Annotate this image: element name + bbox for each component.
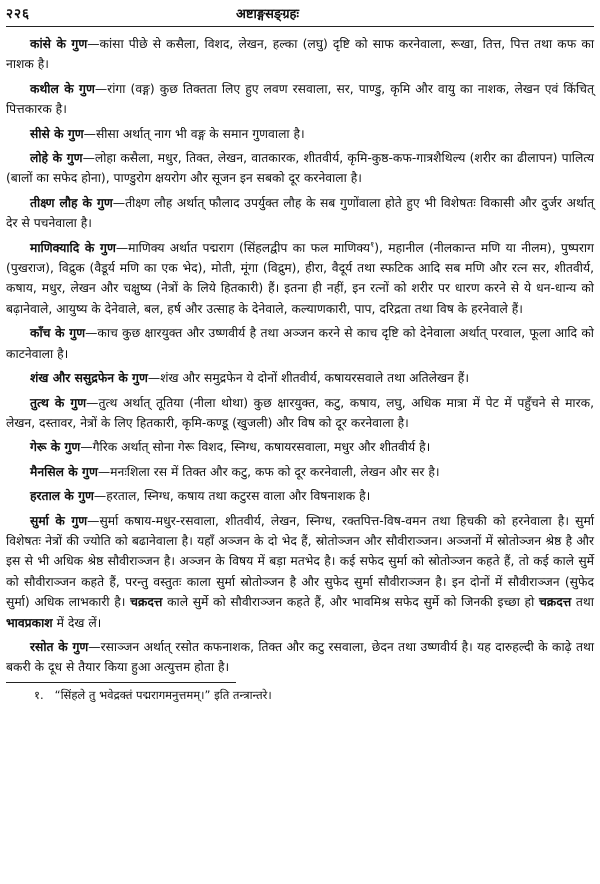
paragraph-text-cont: ), महानील (नीलकान्त मणि या नीलम), पुष्पराग (पुखराज), विद्रुक (वैडूर्य मणि का एक भेद), मोती, मूंगा (विद्रुम), हीरा, वैदूर्य तथा स्फटिक आदि सब मणि और रत्न सर, शीतवीर्य, कषाय, मधुर, लेखन और चक्षुष्य (नेत्रों के लिये हितकारी) हैं। इतना ही नहीं, इन रत्नों को शरीर पर धारण करने से ये धन-धान्य को बढ़ानेवाले, आयुष्य के देनेवाले, बल, हर्ष और उत्साह के देनेवाले, कल्याणकारी, पाप, दरिद्रता तथा विष के हरनेवाले हैं। — [6, 240, 594, 316]
paragraph-heading: तीक्ष्ण लौह के गुण — [30, 195, 113, 210]
paragraph-text-cont: में देख लें। — [56, 615, 102, 630]
paragraph-heading: काँच के गुण — [30, 326, 86, 341]
paragraph-geru — [6, 437, 594, 457]
paragraph-kanch — [6, 323, 594, 364]
paragraph-text: —काच कुछ क्षारयुक्त और उष्णवीर्य है तथा अञ्जन करने से काच दृष्टि को देनेवाला अर्थात् परवाल, फूला आदि को काटनेवाला है। — [6, 326, 594, 361]
paragraph-text: —तीक्ष्ण लौह अर्थात् फौलाद उपर्युक्त लौह के सब गुणोंवाला होते हुए भी विशेषतः विकासी और दुर्जर अर्थात् देर से पचनेवाला है। — [6, 195, 594, 231]
paragraph-kathil — [6, 79, 594, 120]
paragraph-heading: सीसे के गुण — [30, 126, 84, 141]
paragraph-hartal — [6, 486, 594, 506]
paragraph-text: —शंख और समुद्रफेन ये दोनों शीतवीर्य, कषायरसवाले तथा अतिलेखन हैं। — [147, 371, 469, 386]
reference-bhavaprakash: भावप्रकाश — [6, 615, 53, 630]
paragraph-text: —कांसा पीछे से कसैला, विशद, लेखन, हल्का (लघु) दृष्टि को साफ करनेवाला, रूखा, तित्त, पित्त तथा कफ का नाशक है। — [6, 37, 595, 72]
footnote-number: १. — [34, 687, 44, 702]
paragraph-text: —लोहा कसैला, मधुर, तिक्त, लेखन, वातकारक, शीतवीर्य, कृमि-कुष्ठ-कफ-गात्रशैथिल्य (शरीर का ढीलापन) पालित्य (बालों का सफेद होना), पाण्डुरोग क्षयरोग और सूजन इन सबको दूर करनेवाला है। — [6, 151, 595, 186]
paragraph-manikya — [6, 238, 594, 320]
header-divider — [6, 26, 594, 27]
paragraph-text: —सुर्मा कषाय-मधुर-रसवाला, शीतवीर्य, लेखन, स्निग्ध, रक्तपित्त-विष-वमन तथा हिचकी को हरनेवाला है। सुर्मा विशेषतः नेत्रों की ज्योति को बढानेवाला है। यहाँ अञ्जन के दो भेद हैं, स्रोतोञ्जन और सौवीराञ्जन। अञ्जनों में स्रोतोञ्जन श्रेष्ठ है और इस से भी अधिक श्रेष्ठ सौवीराञ्जन है। अञ्जन के विषय में बड़ा मतभेद है। कई सफेद सुर्मा को स्रोतोञ्जन कहते हैं, तो कई काले सुर्मे को सौवीराञ्जन कहते हैं, परन्तु वस्तुतः काला सुर्मा स्रोतोञ्जन है और सुफेद सुर्मा सौवीराञ्जन है। इन दोनों में सौवीराञ्जन (सुफेद सुर्मा) अधिक लाभकारी है। — [6, 513, 594, 610]
paragraph-heading: लोहे के गुण — [30, 151, 83, 166]
paragraph-rasot — [6, 637, 594, 678]
footnote-text: “सिंहले तु भवेद्रक्तं पद्मरागमनुत्तमम्।” इति तन्त्रान्तरे। — [54, 687, 272, 702]
paragraph-heading: शंख और ससुद्रफेन के गुण — [30, 371, 148, 386]
paragraph-heading: माणिक्यादि के गुण — [30, 240, 116, 255]
paragraph-heading: सुर्मा के गुण — [30, 513, 88, 528]
paragraph-loha — [6, 148, 594, 189]
footnote-divider — [6, 682, 236, 683]
paragraph-text: —गैरिक अर्थात् सोना गेरू विशद, स्निग्ध, कषायरसवाला, मधुर और शीतवीर्य है। — [80, 440, 431, 455]
paragraph-heading: रसोत के गुण — [30, 639, 89, 654]
paragraph-heading: तुत्थ के गुण — [30, 395, 87, 410]
paragraph-heading: मैनसिल के गुण — [30, 464, 98, 479]
paragraph-tuttha — [6, 393, 594, 434]
paragraph-text: —तुत्थ अर्थात् तूतिया (नीला थोथा) कुछ क्षारयुक्त, कटु, कषाय, लघु, अधिक मात्रा में पेट में पहुँचने से मारक, लेखन, दस्तावर, नेत्रों के लिए हितकारी, कृमि-कण्डू (खुजली) और विष को दूर करनेवाला है। — [6, 395, 594, 430]
paragraph-tikshna-lauh — [6, 193, 594, 234]
paragraph-text: —रसाञ्जन अर्थात् रसोत कफनाशक, तिक्त और कटु रसवाला, छेदन तथा उष्णवीर्य है। यह दारुहल्दी के काढ़े तथा बकरी के दूध से तैयार किया हुआ अत्युत्तम होता है। — [6, 639, 595, 675]
paragraph-text: —मनःशिला रस में तिक्त और कटु, कफ को दूर करनेवाली, लेखन और सर है। — [97, 464, 440, 479]
reference-chakradatta: चक्रदत्त — [538, 595, 572, 610]
paragraph-heading: हरताल के गुण — [30, 489, 94, 504]
reference-chakradatta: चक्रदत्त — [130, 595, 163, 610]
running-head — [6, 4, 594, 24]
paragraph-sisa — [6, 124, 594, 144]
paragraph-heading: कांसे के गुण — [30, 37, 88, 51]
paragraph-surma — [6, 511, 594, 633]
paragraph-text-cont: तथा — [575, 595, 594, 610]
paragraph-text-cont: काले सुर्मे को सौवीराञ्जन कहते हैं, और भावमिश्र सफेद सुर्मे को जिनकी इच्छा हो — [167, 595, 535, 610]
footnote — [6, 686, 594, 704]
paragraph-text: —माणिक्य अर्थात पद्मराग (सिंहलद्वीप का फल माणिक्य — [115, 240, 371, 255]
paragraph-text: —सीसा अर्थात् नाग भी वङ्ग के समान गुणवाला है। — [83, 126, 305, 141]
running-title: अष्टाङ्गसङ्ग्रहः — [236, 7, 300, 22]
footnote-marker: १ — [370, 239, 375, 249]
paragraph-shankh — [6, 368, 594, 388]
paragraph-mainsil — [6, 462, 594, 482]
paragraph-kansa — [6, 34, 594, 75]
paragraph-text: —हरताल, स्निग्ध, कषाय तथा कटुरस वाला और विषनाशक है। — [93, 489, 371, 504]
paragraph-text: —रांगा (वङ्ग) कुछ तिक्तता लिए हुए लवण रसवाला, सर, पाण्डु, कृमि और वायु का नाशक, लेखन एवं किंचित् पित्तकारक है। — [6, 81, 594, 117]
paragraph-heading: कथील के गुण — [30, 81, 95, 96]
paragraph-heading: गेरू के गुण — [30, 440, 81, 455]
page-number: २२६ — [6, 6, 31, 22]
